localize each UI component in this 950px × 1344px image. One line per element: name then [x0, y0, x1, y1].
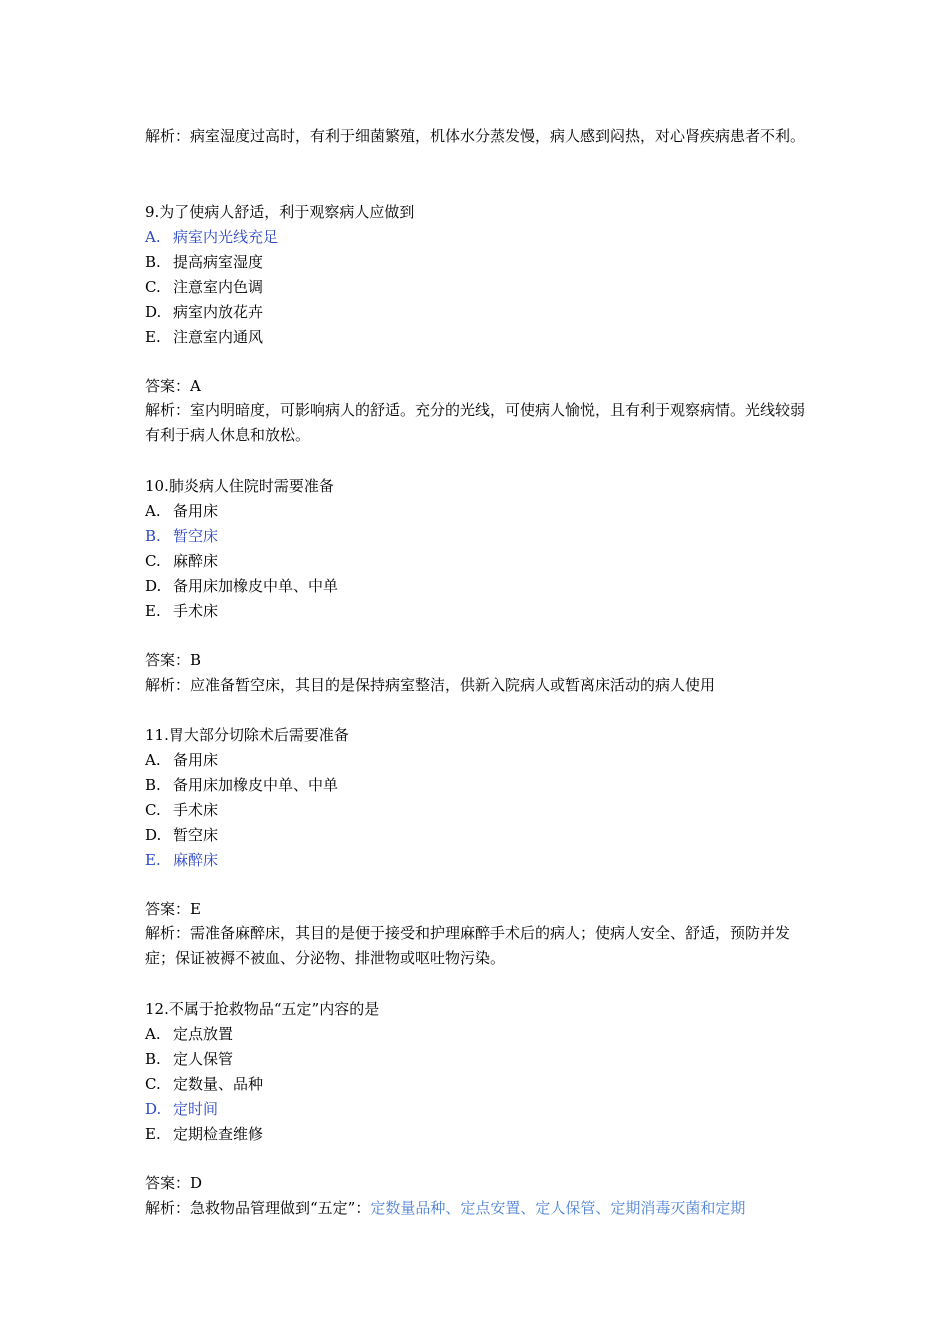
- q9-option-a: A. 病室内光线充足: [145, 228, 279, 246]
- q12-option-d: D. 定时间: [145, 1100, 219, 1118]
- q12-question: 12.不属于抢救物品“五定”内容的是: [145, 1000, 380, 1018]
- q11-option-e: E. 麻醉床: [145, 851, 219, 869]
- q8-explanation: 解析：病室湿度过高时，有利于细菌繁殖，机体水分蒸发慢，病人感到闷热，对心肾疾病患者不利。: [145, 127, 806, 145]
- q9-question: 9.为了使病人舒适，利于观察病人应做到: [145, 203, 415, 221]
- q11-option-b: B. 备用床加橡皮中单、中单: [145, 776, 339, 794]
- q12-option-b: B. 定人保管: [145, 1050, 234, 1068]
- q11-option-a: A. 备用床: [145, 751, 219, 769]
- q10-option-a: A. 备用床: [145, 502, 219, 520]
- q11-answer: 答案：E: [145, 900, 201, 918]
- q9-option-d: D. 病室内放花卉: [145, 303, 264, 321]
- q9-answer: 答案：A: [145, 377, 201, 395]
- q12-explanation-prefix: 解析：急救物品管理做到“五定”：: [145, 1199, 371, 1217]
- q12-answer: 答案：D: [145, 1174, 203, 1192]
- q11-option-d: D. 暂空床: [145, 826, 219, 844]
- q11-option-c: C. 手术床: [145, 801, 219, 819]
- q10-explanation: 解析：应准备暂空床，其目的是保持病室整洁，供新入院病人或暂离床活动的病人使用: [145, 676, 716, 694]
- q9-option-c: C. 注意室内色调: [145, 278, 264, 296]
- q12-explanation-highlight: 定数量品种、定点安置、定人保管、定期消毒灭菌和定期: [370, 1199, 746, 1217]
- q9-option-e: E. 注意室内通风: [145, 328, 264, 346]
- q10-option-d: D. 备用床加橡皮中单、中单: [145, 577, 339, 595]
- q10-answer: 答案：B: [145, 651, 202, 669]
- q12-option-a: A. 定点放置: [145, 1025, 234, 1043]
- q9-option-b: B. 提高病室湿度: [145, 253, 264, 271]
- q12-option-e: E. 定期检查维修: [145, 1125, 264, 1143]
- q11-explanation: 解析：需准备麻醉床，其目的是便于接受和护理麻醉手术后的病人；使病人安全、舒适，预防并发症；保证被褥不被血、分泌物、排泄物或呕吐物污染。: [145, 924, 791, 967]
- q10-option-c: C. 麻醉床: [145, 552, 219, 570]
- q12-explanation: [145, 1198, 810, 1218]
- q10-option-e: E. 手术床: [145, 602, 219, 620]
- q10-question: 10.肺炎病人住院时需要准备: [145, 477, 334, 495]
- q9-explanation: 解析：室内明暗度，可影响病人的舒适。充分的光线，可使病人愉悦，且有利于观察病情。光线较弱有利于病人休息和放松。: [145, 401, 806, 444]
- q10-option-b: B. 暂空床: [145, 527, 219, 545]
- q12-option-c: C. 定数量、品种: [145, 1075, 264, 1093]
- q11-question: 11.胃大部分切除术后需要准备: [145, 726, 349, 744]
